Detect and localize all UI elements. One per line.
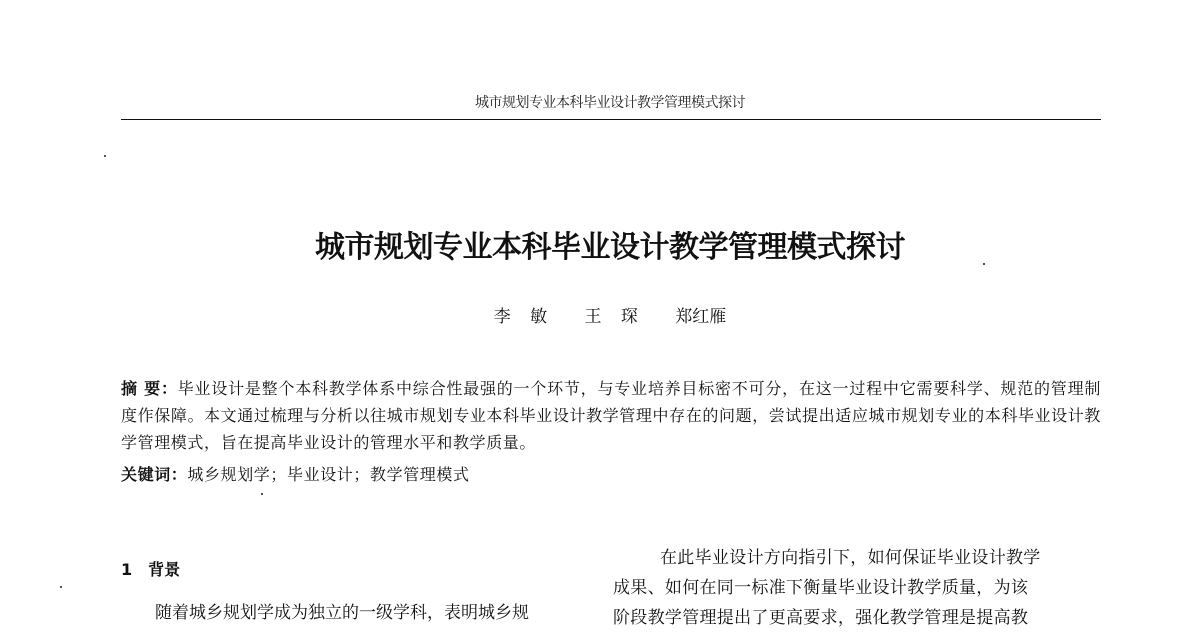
section-number: 1 [121,560,133,579]
author-name: 李 敏 [493,307,548,327]
left-column-text: 随着城乡规划学成为独立的一级学科，表明城乡规 [155,603,529,623]
right-column-text [613,543,1101,633]
scan-speck [261,493,263,495]
author-name: 郑红雁 [675,307,727,327]
scan-speck [104,155,106,157]
keywords-text: 城乡规划学；毕业设计；教学管理模式 [187,465,470,484]
section-heading [121,557,180,580]
paragraph-line: 阶段教学管理提出了更高要求，强化教学管理是提高教 [613,608,1029,628]
running-head: 城市规划专业本科毕业设计教学管理模式探讨 [475,95,745,111]
header-rule [121,119,1101,120]
section-title: 背景 [148,560,181,579]
author-list [0,302,1200,327]
author-name: 王 琛 [584,307,638,327]
abstract [121,375,1101,456]
keywords-label: 关键词： [121,465,188,484]
paragraph-line: 成果、如何在同一标准下衡量毕业设计教学质量，为该 [613,578,1029,598]
abstract-text: 毕业设计是整个本科教学体系中综合性最强的一个环节，与专业培养目标密不可分，在这一过程中它需要科学、规范的管理制度作保障。本文通过梳理与分析以往城市规划专业本科毕业设计教学管理中存在的问题，尝试提出适应城市规划专业的本科毕业设计教学管理模式，旨在提高毕业设计的管理水平和教学质量。 [121,379,1101,452]
keywords [121,462,1101,485]
scan-speck [983,263,985,265]
scan-speck [60,586,62,588]
paragraph-line: 在此毕业设计方向指引下，如何保证毕业设计教学 [660,548,1041,568]
paper-title: 城市规划专业本科毕业设计教学管理模式探讨 [315,230,905,265]
abstract-label: 摘 要： [121,379,178,398]
